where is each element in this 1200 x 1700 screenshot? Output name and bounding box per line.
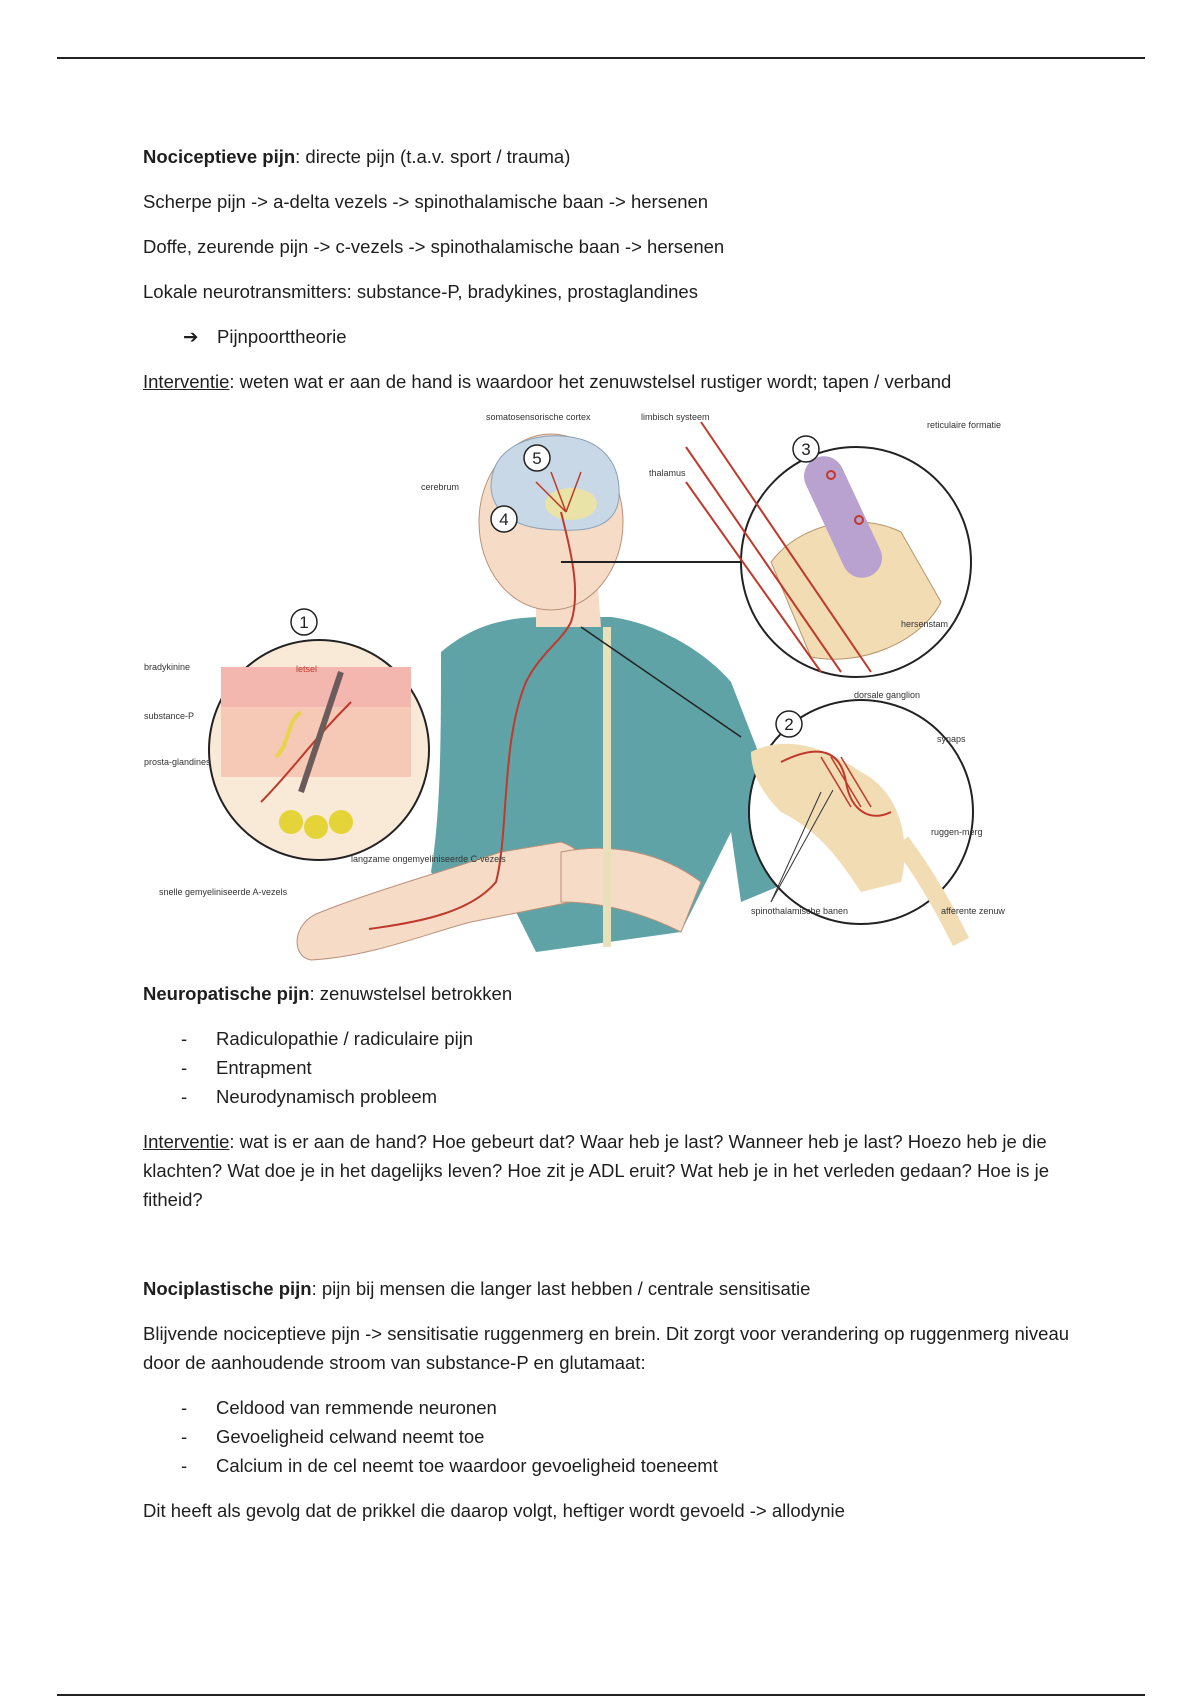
svg-text:ruggen-merg: ruggen-merg xyxy=(931,827,983,837)
svg-text:substance-P: substance-P xyxy=(144,711,195,721)
nociplastic-list xyxy=(143,1393,1083,1480)
nociplastic-title: Nociplastische pijn xyxy=(143,1278,312,1299)
svg-text:langzame ongemyeliniseerde C-v: langzame ongemyeliniseerde C-vezels xyxy=(351,854,506,864)
spine-strip xyxy=(603,627,611,947)
neuropathic-heading xyxy=(143,979,1083,1008)
svg-text:cerebrum: cerebrum xyxy=(421,482,460,492)
footer-rule xyxy=(57,1694,1145,1696)
nociceptive-line-1: Scherpe pijn -> a-delta vezels -> spinothalamische baan -> hersenen xyxy=(143,191,709,212)
svg-text:4: 4 xyxy=(499,510,509,529)
nociceptive-line-3: Lokale neurotransmitters: substance-P, bradykines, prostaglandines xyxy=(143,281,698,302)
svg-text:letsel: letsel xyxy=(296,664,318,674)
pain-pathway-illustration xyxy=(141,412,1046,967)
header-rule xyxy=(57,57,1145,59)
svg-text:snelle gemyeliniseerde A-vezel: snelle gemyeliniseerde A-vezels xyxy=(159,887,288,897)
list-item: - Neurodynamisch probleem xyxy=(143,1082,1083,1111)
svg-text:reticulaire formatie: reticulaire formatie xyxy=(927,420,1002,430)
list-item: - Calcium in de cel neemt toe waardoor gevoeligheid toeneemt xyxy=(143,1451,1083,1480)
arrow-list-item xyxy=(183,322,1083,351)
section-spacer xyxy=(143,1230,1083,1274)
svg-text:synaps: synaps xyxy=(937,734,966,744)
svg-text:thalamus: thalamus xyxy=(649,468,686,478)
svg-text:spinothalamische banen: spinothalamische banen xyxy=(751,906,849,916)
neuropathic-title: Neuropatische pijn xyxy=(143,983,310,1004)
neuropathic-intervention xyxy=(143,1127,1083,1214)
svg-text:3: 3 xyxy=(801,440,811,459)
intervention-label: Interventie xyxy=(143,1131,230,1152)
nociplastic-title-rest: : pijn bij mensen die langer last hebben / centrale sensitisatie xyxy=(311,1278,811,1299)
nociceptive-line-2: Doffe, zeurende pijn -> c-vezels -> spinothalamische baan -> hersenen xyxy=(143,236,725,257)
svg-text:afferente zenuw: afferente zenuw xyxy=(941,906,1005,916)
svg-text:5: 5 xyxy=(532,449,542,468)
intervention-text: : weten wat er aan de hand is waardoor het zenuwstelsel rustiger wordt; tapen / verband xyxy=(229,371,952,392)
right-arrow-icon: ➔ xyxy=(183,326,199,347)
nociceptive-title-rest: : directe pijn (t.a.v. sport / trauma) xyxy=(295,146,571,167)
nociceptive-title: Nociceptieve pijn xyxy=(143,146,296,167)
list-item: - Gevoeligheid celwand neemt toe xyxy=(143,1422,1083,1451)
intervention-label: Interventie xyxy=(143,371,230,392)
document-body xyxy=(143,142,1083,1541)
svg-text:2: 2 xyxy=(784,715,794,734)
neuropathic-title-rest: : zenuwstelsel betrokken xyxy=(309,983,513,1004)
svg-text:limbisch systeem: limbisch systeem xyxy=(641,412,710,422)
nociceptive-heading xyxy=(143,142,1083,171)
arrow-item-text: Pijnpoorttheorie xyxy=(217,326,347,347)
svg-text:dorsale ganglion: dorsale ganglion xyxy=(854,690,921,700)
neuropathic-list xyxy=(143,1024,1083,1111)
intervention-text: : wat is er aan de hand? Hoe gebeurt dat? Waar heb je last? Wanneer heb je last? Hoezo heb je die klachten? Wat doe je in het dagelijks leven? Hoe zit je ADL eruit? Wat heb je in het verleden gedaan? Hoe is je fitheid? xyxy=(143,1131,1050,1210)
skin-detail-circle xyxy=(209,640,429,860)
thalamus-shape xyxy=(545,488,597,520)
list-item: - Celdood van remmende neuronen xyxy=(143,1393,1083,1422)
svg-text:hersenstam: hersenstam xyxy=(901,619,949,629)
nociplastic-paragraph: Blijvende nociceptieve pijn -> sensitisatie ruggenmerg en brein. Dit zorgt voor verandering op ruggenmerg niveau door de aanhoudende stroom van substance-P en glutamaat: xyxy=(143,1323,1070,1373)
list-item: - Radiculopathie / radiculaire pijn xyxy=(143,1024,1083,1053)
nociceptive-intervention xyxy=(143,367,1083,396)
svg-text:1: 1 xyxy=(299,613,309,632)
svg-text:bradykinine: bradykinine xyxy=(144,662,191,672)
brainstem-circle xyxy=(686,422,971,677)
nociplastic-conclusion: Dit heeft als gevolg dat de prikkel die daarop volgt, heftiger wordt gevoeld -> allodynie xyxy=(143,1500,845,1521)
svg-text:prosta-glandines: prosta-glandines xyxy=(144,757,211,767)
list-item: - Entrapment xyxy=(143,1053,1083,1082)
nociplastic-heading xyxy=(143,1274,1083,1303)
svg-text:somatosensorische cortex: somatosensorische cortex xyxy=(486,412,591,422)
